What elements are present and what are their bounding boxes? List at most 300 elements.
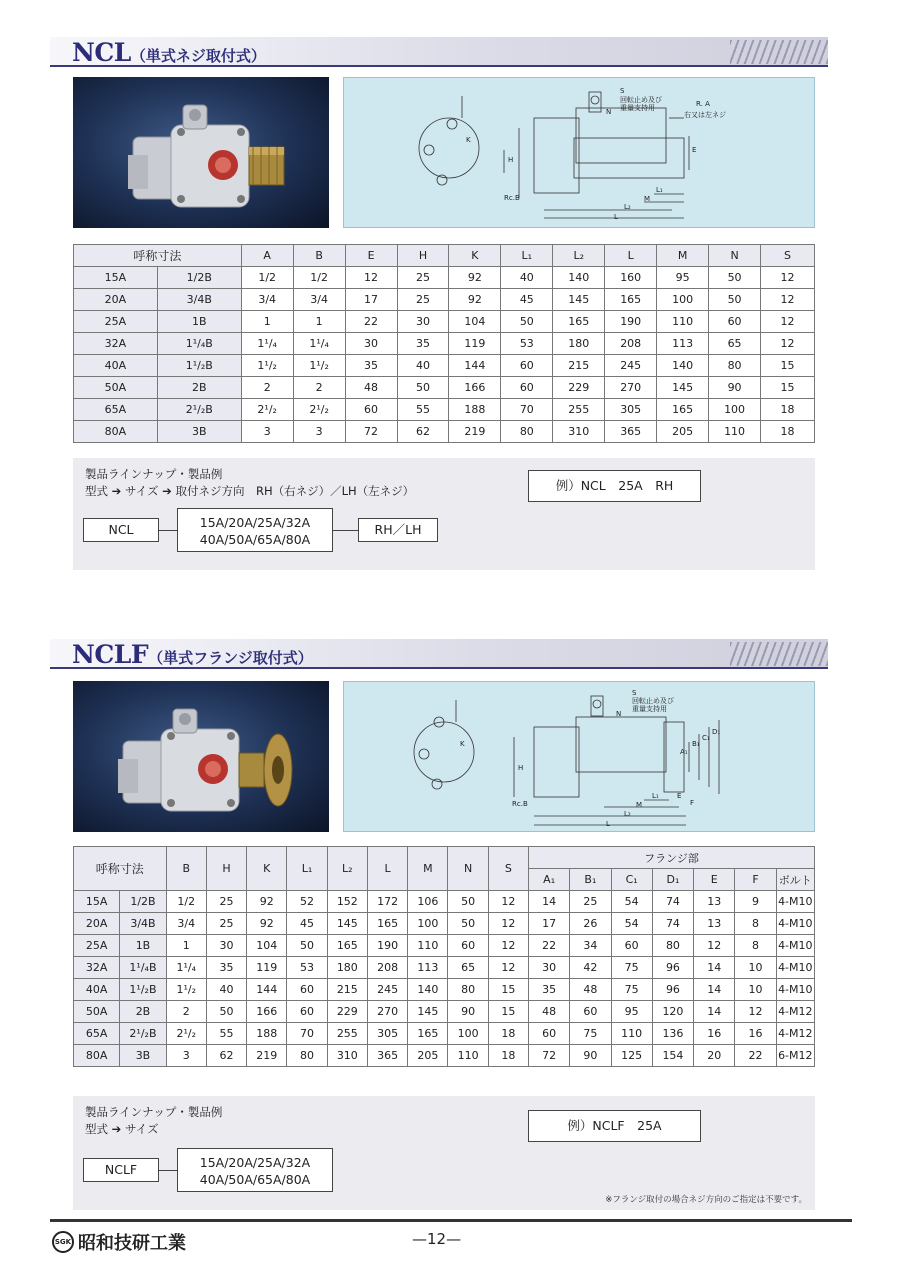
footer-company-logo bbox=[52, 1229, 186, 1255]
table-cell: 1¹/₄B bbox=[120, 957, 166, 979]
ncl-label-s: S bbox=[620, 87, 625, 95]
table-cell: 215 bbox=[327, 979, 367, 1001]
table-cell: 17 bbox=[529, 913, 570, 935]
table-cell: 55 bbox=[397, 399, 449, 421]
table-cell: 35 bbox=[206, 957, 246, 979]
table-cell: 50 bbox=[448, 891, 488, 913]
table-cell: 48 bbox=[345, 377, 397, 399]
table-cell: 48 bbox=[529, 1001, 570, 1023]
table-row bbox=[74, 935, 815, 957]
table-cell: 70 bbox=[501, 399, 553, 421]
table-cell: 166 bbox=[449, 377, 501, 399]
table-cell: 219 bbox=[247, 1045, 287, 1067]
table-cell: 110 bbox=[709, 421, 761, 443]
table-cell: 1/2B bbox=[157, 267, 241, 289]
nclf-section-header bbox=[50, 639, 828, 669]
table-cell: 165 bbox=[553, 311, 605, 333]
table-cell: 3 bbox=[241, 421, 293, 443]
ncl-th-size: 呼称寸法 bbox=[74, 245, 242, 267]
ncl-product-photo bbox=[73, 77, 329, 228]
nclf-lineup-flow: 型式 ➔ サイズ bbox=[85, 1122, 159, 1136]
table-cell: 96 bbox=[652, 957, 693, 979]
table-cell: 80 bbox=[709, 355, 761, 377]
ncl-label-note: 回転止め及び 重量支持用 bbox=[620, 96, 662, 112]
table-cell: 75 bbox=[570, 1023, 611, 1045]
nclf-th-m: M bbox=[408, 847, 448, 891]
ncl-connector-1 bbox=[159, 530, 177, 531]
table-cell: 80A bbox=[74, 1045, 120, 1067]
table-cell: 45 bbox=[287, 913, 327, 935]
table-cell: 1¹/₂B bbox=[157, 355, 241, 377]
table-row bbox=[74, 289, 815, 311]
table-cell: 305 bbox=[367, 1023, 407, 1045]
nclf-sizes-box bbox=[177, 1148, 333, 1192]
nclf-label-s: S bbox=[632, 689, 637, 697]
table-cell: 50 bbox=[206, 1001, 246, 1023]
table-cell: 60 bbox=[501, 355, 553, 377]
table-cell: 1¹/₂ bbox=[166, 979, 206, 1001]
table-cell: 30 bbox=[345, 333, 397, 355]
table-cell: 104 bbox=[247, 935, 287, 957]
table-cell: 1 bbox=[241, 311, 293, 333]
nclf-label-m: M bbox=[636, 801, 643, 809]
nclf-th-c1: C₁ bbox=[611, 869, 652, 891]
ncl-label-ra: R. A bbox=[696, 100, 710, 108]
table-cell: 3/4 bbox=[166, 913, 206, 935]
table-cell: 62 bbox=[397, 421, 449, 443]
table-cell: 229 bbox=[327, 1001, 367, 1023]
table-cell: 205 bbox=[657, 421, 709, 443]
table-cell: 6-M12 bbox=[776, 1045, 814, 1067]
table-row bbox=[74, 399, 815, 421]
table-cell: 1B bbox=[120, 935, 166, 957]
table-cell: 245 bbox=[605, 355, 657, 377]
table-cell: 74 bbox=[652, 913, 693, 935]
table-cell: 12 bbox=[761, 333, 815, 355]
ncl-lineup-heading: 製品ラインナップ・製品例 bbox=[85, 467, 223, 481]
table-cell: 74 bbox=[652, 891, 693, 913]
table-cell: 113 bbox=[408, 957, 448, 979]
ncl-th-l1: L₁ bbox=[501, 245, 553, 267]
table-row bbox=[74, 957, 815, 979]
table-cell: 65 bbox=[709, 333, 761, 355]
table-cell: 22 bbox=[735, 1045, 776, 1067]
table-cell: 365 bbox=[367, 1045, 407, 1067]
ncl-th-m: M bbox=[657, 245, 709, 267]
table-cell: 20A bbox=[74, 913, 120, 935]
table-cell: 72 bbox=[345, 421, 397, 443]
ncl-thread-box: RH／LH bbox=[358, 518, 438, 542]
nclf-th-n: N bbox=[448, 847, 488, 891]
table-cell: 270 bbox=[367, 1001, 407, 1023]
table-row bbox=[74, 333, 815, 355]
table-cell: 35 bbox=[529, 979, 570, 1001]
table-cell: 25A bbox=[74, 311, 158, 333]
table-cell: 25 bbox=[206, 913, 246, 935]
nclf-sizes-line1: 15A/20A/25A/32A bbox=[199, 1155, 311, 1170]
table-cell: 25 bbox=[570, 891, 611, 913]
table-cell: 3/4B bbox=[157, 289, 241, 311]
nclf-label-a1: A₁ bbox=[680, 748, 688, 756]
table-cell: 92 bbox=[247, 913, 287, 935]
table-cell: 160 bbox=[605, 267, 657, 289]
table-cell: 14 bbox=[694, 1001, 735, 1023]
table-cell: 152 bbox=[327, 891, 367, 913]
table-cell: 4-M10 bbox=[776, 913, 814, 935]
table-cell: 144 bbox=[449, 355, 501, 377]
header-stripes-decoration bbox=[730, 40, 828, 64]
table-cell: 2¹/₂ bbox=[293, 399, 345, 421]
table-cell: 145 bbox=[408, 1001, 448, 1023]
nclf-lineup-heading: 製品ラインナップ・製品例 bbox=[85, 1105, 223, 1119]
table-cell: 12 bbox=[694, 935, 735, 957]
table-cell: 55 bbox=[206, 1023, 246, 1045]
ncl-title-main: NCL bbox=[72, 38, 131, 67]
nclf-label-n: N bbox=[616, 710, 622, 718]
table-cell: 100 bbox=[408, 913, 448, 935]
table-cell: 13 bbox=[694, 891, 735, 913]
table-cell: 4-M10 bbox=[776, 891, 814, 913]
nclf-th-k: K bbox=[247, 847, 287, 891]
table-cell: 18 bbox=[761, 421, 815, 443]
table-cell: 1/2B bbox=[120, 891, 166, 913]
ncl-model-box: NCL bbox=[83, 518, 159, 542]
ncl-lineup-panel bbox=[73, 458, 815, 570]
table-cell: 45 bbox=[501, 289, 553, 311]
table-cell: 219 bbox=[449, 421, 501, 443]
ncl-label-n: N bbox=[606, 108, 612, 116]
table-cell: 106 bbox=[408, 891, 448, 913]
nclf-table-header-row-1 bbox=[74, 847, 815, 869]
table-cell: 2B bbox=[120, 1001, 166, 1023]
table-cell: 188 bbox=[449, 399, 501, 421]
nclf-drawing-lines bbox=[344, 682, 814, 831]
table-cell: 25A bbox=[74, 935, 120, 957]
table-cell: 2¹/₂B bbox=[157, 399, 241, 421]
table-cell: 270 bbox=[605, 377, 657, 399]
table-cell: 50A bbox=[74, 1001, 120, 1023]
table-cell: 4-M12 bbox=[776, 1023, 814, 1045]
table-cell: 62 bbox=[206, 1045, 246, 1067]
table-cell: 165 bbox=[657, 399, 709, 421]
ncl-joint-image bbox=[73, 77, 329, 228]
table-cell: 145 bbox=[657, 377, 709, 399]
table-row bbox=[74, 421, 815, 443]
table-cell: 25 bbox=[206, 891, 246, 913]
nclf-label-rcb: Rc.B bbox=[512, 800, 528, 808]
table-cell: 208 bbox=[605, 333, 657, 355]
table-cell: 2¹/₂B bbox=[120, 1023, 166, 1045]
table-cell: 1 bbox=[293, 311, 345, 333]
table-cell: 60 bbox=[570, 1001, 611, 1023]
table-cell: 208 bbox=[367, 957, 407, 979]
table-cell: 215 bbox=[553, 355, 605, 377]
table-row bbox=[74, 913, 815, 935]
table-row bbox=[74, 1023, 815, 1045]
nclf-th-l1: L₁ bbox=[287, 847, 327, 891]
table-cell: 190 bbox=[367, 935, 407, 957]
table-cell: 65 bbox=[448, 957, 488, 979]
table-cell: 3/4 bbox=[293, 289, 345, 311]
nclf-th-e: E bbox=[694, 869, 735, 891]
table-cell: 22 bbox=[345, 311, 397, 333]
nclf-th-l: L bbox=[367, 847, 407, 891]
nclf-th-b1: B₁ bbox=[570, 869, 611, 891]
table-cell: 12 bbox=[761, 267, 815, 289]
table-cell: 50 bbox=[448, 913, 488, 935]
nclf-joint-image bbox=[73, 681, 329, 832]
table-cell: 1/2 bbox=[241, 267, 293, 289]
table-cell: 96 bbox=[652, 979, 693, 1001]
table-cell: 188 bbox=[247, 1023, 287, 1045]
table-cell: 80 bbox=[652, 935, 693, 957]
table-cell: 53 bbox=[287, 957, 327, 979]
ncl-th-a: A bbox=[241, 245, 293, 267]
table-cell: 4-M12 bbox=[776, 1001, 814, 1023]
ncl-sizes-line2: 40A/50A/65A/80A bbox=[199, 532, 311, 547]
table-cell: 1¹/₄ bbox=[241, 333, 293, 355]
table-cell: 14 bbox=[529, 891, 570, 913]
table-cell: 245 bbox=[367, 979, 407, 1001]
ncl-label-rcb: Rc.B bbox=[504, 194, 520, 202]
nclf-spec-table bbox=[73, 846, 815, 1067]
table-cell: 165 bbox=[605, 289, 657, 311]
table-cell: 180 bbox=[553, 333, 605, 355]
table-cell: 3 bbox=[166, 1045, 206, 1067]
table-cell: 40 bbox=[501, 267, 553, 289]
ncl-label-rl: 右又は左ネジ bbox=[684, 111, 726, 119]
table-cell: 190 bbox=[605, 311, 657, 333]
table-cell: 310 bbox=[553, 421, 605, 443]
table-cell: 205 bbox=[408, 1045, 448, 1067]
nclf-th-size: 呼称寸法 bbox=[74, 847, 167, 891]
table-cell: 48 bbox=[570, 979, 611, 1001]
table-cell: 140 bbox=[553, 267, 605, 289]
table-cell: 25 bbox=[397, 289, 449, 311]
table-cell: 90 bbox=[448, 1001, 488, 1023]
table-row bbox=[74, 979, 815, 1001]
table-cell: 70 bbox=[287, 1023, 327, 1045]
ncl-title-sub: （単式ネジ取付式） bbox=[130, 47, 266, 65]
table-cell: 60 bbox=[529, 1023, 570, 1045]
ncl-th-l2: L₂ bbox=[553, 245, 605, 267]
nclf-label-l: L bbox=[606, 820, 610, 828]
nclf-dimension-drawing bbox=[343, 681, 815, 832]
table-cell: 1/2 bbox=[293, 267, 345, 289]
ncl-th-b: B bbox=[293, 245, 345, 267]
table-cell: 72 bbox=[529, 1045, 570, 1067]
table-cell: 1¹/₂ bbox=[293, 355, 345, 377]
table-cell: 14 bbox=[694, 979, 735, 1001]
table-cell: 1 bbox=[166, 935, 206, 957]
table-cell: 13 bbox=[694, 913, 735, 935]
ncl-th-h: H bbox=[397, 245, 449, 267]
table-cell: 12 bbox=[488, 935, 528, 957]
table-cell: 1¹/₄ bbox=[293, 333, 345, 355]
table-cell: 1¹/₂B bbox=[120, 979, 166, 1001]
table-cell: 2B bbox=[157, 377, 241, 399]
table-row bbox=[74, 891, 815, 913]
table-cell: 1¹/₄ bbox=[166, 957, 206, 979]
table-cell: 80 bbox=[448, 979, 488, 1001]
nclf-th-l2: L₂ bbox=[327, 847, 367, 891]
table-cell: 60 bbox=[345, 399, 397, 421]
table-cell: 12 bbox=[488, 957, 528, 979]
table-cell: 144 bbox=[247, 979, 287, 1001]
nclf-title-sub: （単式フランジ取付式） bbox=[148, 649, 313, 667]
nclf-label-d1: D₁ bbox=[712, 728, 721, 736]
table-cell: 95 bbox=[611, 1001, 652, 1023]
table-cell: 110 bbox=[657, 311, 709, 333]
nclf-example-box: 例）NCLF 25A bbox=[528, 1110, 701, 1142]
ncl-table-body bbox=[74, 267, 815, 443]
table-cell: 17 bbox=[345, 289, 397, 311]
ncl-lineup-flow: 型式 ➔ サイズ ➔ 取付ネジ方向 RH（右ネジ）／LH（左ネジ） bbox=[85, 484, 415, 498]
table-cell: 145 bbox=[327, 913, 367, 935]
table-cell: 2¹/₂ bbox=[166, 1023, 206, 1045]
table-cell: 1¹/₂ bbox=[241, 355, 293, 377]
table-cell: 10 bbox=[735, 957, 776, 979]
table-cell: 2 bbox=[241, 377, 293, 399]
table-cell: 18 bbox=[488, 1023, 528, 1045]
table-cell: 100 bbox=[657, 289, 709, 311]
table-cell: 75 bbox=[611, 957, 652, 979]
table-cell: 52 bbox=[287, 891, 327, 913]
table-cell: 16 bbox=[694, 1023, 735, 1045]
table-cell: 154 bbox=[652, 1045, 693, 1067]
ncl-th-e: E bbox=[345, 245, 397, 267]
table-cell: 60 bbox=[448, 935, 488, 957]
ncl-sizes-line1: 15A/20A/25A/32A bbox=[199, 515, 311, 530]
table-cell: 172 bbox=[367, 891, 407, 913]
table-cell: 180 bbox=[327, 957, 367, 979]
table-cell: 110 bbox=[448, 1045, 488, 1067]
nclf-th-d1: D₁ bbox=[652, 869, 693, 891]
table-cell: 140 bbox=[657, 355, 709, 377]
table-cell: 90 bbox=[709, 377, 761, 399]
table-cell: 92 bbox=[449, 289, 501, 311]
table-cell: 50 bbox=[397, 377, 449, 399]
ncl-label-l1: L₁ bbox=[656, 186, 663, 194]
ncl-connector-2 bbox=[333, 530, 358, 531]
table-cell: 365 bbox=[605, 421, 657, 443]
table-row bbox=[74, 1001, 815, 1023]
ncl-label-k: K bbox=[466, 136, 471, 144]
table-cell: 30 bbox=[397, 311, 449, 333]
table-row bbox=[74, 1045, 815, 1067]
table-cell: 15 bbox=[761, 377, 815, 399]
table-cell: 60 bbox=[501, 377, 553, 399]
nclf-th-f: F bbox=[735, 869, 776, 891]
ncl-th-s: S bbox=[761, 245, 815, 267]
table-row bbox=[74, 311, 815, 333]
table-cell: 145 bbox=[553, 289, 605, 311]
table-cell: 40A bbox=[74, 979, 120, 1001]
table-cell: 15 bbox=[488, 1001, 528, 1023]
ncl-table-header-row bbox=[74, 245, 815, 267]
nclf-th-bolt: ボルト bbox=[776, 869, 814, 891]
page-number: —12— bbox=[412, 1230, 462, 1248]
footer-company-name: 昭和技研工業 bbox=[78, 1233, 186, 1254]
table-cell: 16 bbox=[735, 1023, 776, 1045]
table-cell: 3/4B bbox=[120, 913, 166, 935]
table-cell: 110 bbox=[408, 935, 448, 957]
ncl-label-e: E bbox=[692, 146, 697, 154]
table-cell: 165 bbox=[327, 935, 367, 957]
nclf-label-k: K bbox=[460, 740, 465, 748]
table-cell: 4-M10 bbox=[776, 957, 814, 979]
table-cell: 100 bbox=[709, 399, 761, 421]
nclf-label-f: F bbox=[690, 799, 695, 807]
table-cell: 32A bbox=[74, 957, 120, 979]
table-cell: 92 bbox=[247, 891, 287, 913]
table-cell: 42 bbox=[570, 957, 611, 979]
table-cell: 20 bbox=[694, 1045, 735, 1067]
footer-rule bbox=[50, 1219, 852, 1222]
table-cell: 140 bbox=[408, 979, 448, 1001]
table-cell: 15A bbox=[74, 267, 158, 289]
table-cell: 8 bbox=[735, 913, 776, 935]
nclf-title bbox=[72, 640, 313, 669]
header-stripes-decoration bbox=[730, 642, 828, 666]
nclf-th-s: S bbox=[488, 847, 528, 891]
table-cell: 75 bbox=[611, 979, 652, 1001]
nclf-label-c1: C₁ bbox=[702, 734, 710, 742]
table-cell: 40 bbox=[206, 979, 246, 1001]
table-cell: 1B bbox=[157, 311, 241, 333]
table-row bbox=[74, 377, 815, 399]
table-cell: 80 bbox=[287, 1045, 327, 1067]
table-cell: 165 bbox=[367, 913, 407, 935]
nclf-title-main: NCLF bbox=[72, 640, 149, 669]
table-cell: 65A bbox=[74, 399, 158, 421]
table-row bbox=[74, 267, 815, 289]
table-cell: 50 bbox=[709, 267, 761, 289]
nclf-th-flange: フランジ部 bbox=[529, 847, 815, 869]
ncl-drawing-lines bbox=[344, 78, 814, 227]
table-cell: 3B bbox=[120, 1045, 166, 1067]
table-cell: 113 bbox=[657, 333, 709, 355]
nclf-product-photo bbox=[73, 681, 329, 832]
ncl-label-l2: L₂ bbox=[624, 203, 631, 211]
table-cell: 12 bbox=[345, 267, 397, 289]
ncl-th-l: L bbox=[605, 245, 657, 267]
table-cell: 14 bbox=[694, 957, 735, 979]
table-cell: 12 bbox=[488, 891, 528, 913]
table-cell: 95 bbox=[657, 267, 709, 289]
table-cell: 50 bbox=[501, 311, 553, 333]
table-cell: 32A bbox=[74, 333, 158, 355]
ncl-title bbox=[72, 38, 266, 67]
table-cell: 60 bbox=[287, 979, 327, 1001]
table-cell: 4-M10 bbox=[776, 935, 814, 957]
table-cell: 30 bbox=[206, 935, 246, 957]
nclf-label-note: 回転止め及び 重量支持用 bbox=[632, 697, 674, 713]
table-cell: 104 bbox=[449, 311, 501, 333]
table-cell: 50 bbox=[709, 289, 761, 311]
nclf-label-h: H bbox=[518, 764, 524, 772]
table-cell: 9 bbox=[735, 891, 776, 913]
table-cell: 125 bbox=[611, 1045, 652, 1067]
table-cell: 53 bbox=[501, 333, 553, 355]
ncl-spec-table bbox=[73, 244, 815, 443]
table-cell: 35 bbox=[345, 355, 397, 377]
table-cell: 229 bbox=[553, 377, 605, 399]
table-cell: 110 bbox=[611, 1023, 652, 1045]
ncl-th-n: N bbox=[709, 245, 761, 267]
ncl-label-l: L bbox=[614, 213, 618, 221]
table-cell: 119 bbox=[247, 957, 287, 979]
